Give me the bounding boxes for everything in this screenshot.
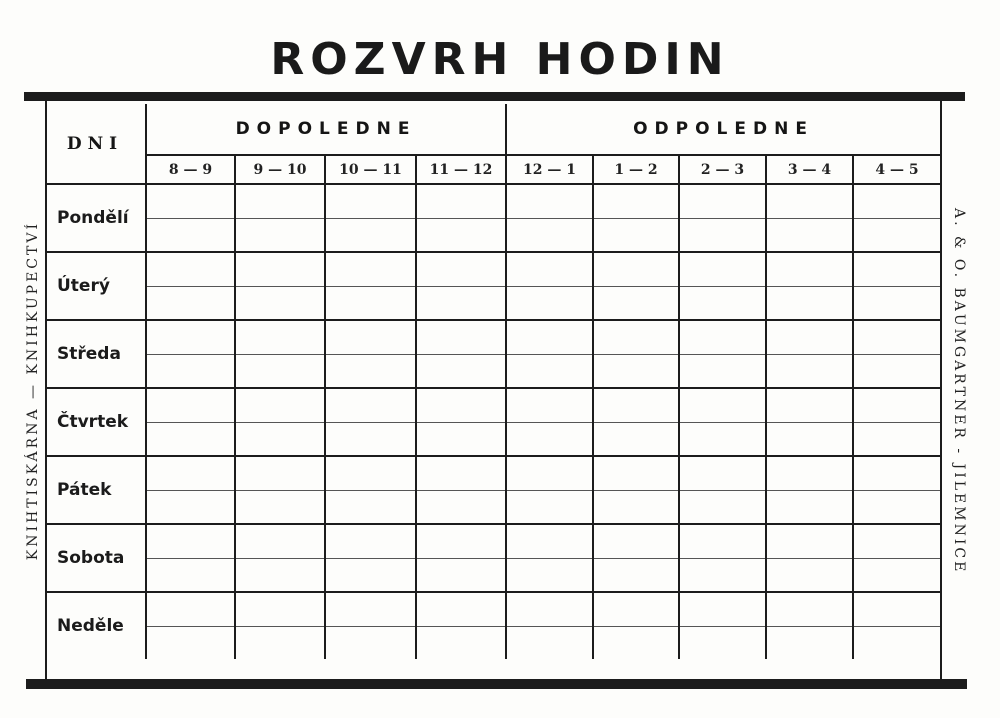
timetable-cell[interactable] [325, 592, 416, 659]
timetable-cell[interactable] [679, 592, 766, 659]
timetable-cell[interactable] [416, 592, 506, 659]
timetable-cell[interactable] [766, 252, 853, 320]
timetable-cell[interactable] [325, 252, 416, 320]
day-row [45, 388, 940, 456]
timetable-cell[interactable] [325, 320, 416, 388]
timetable-cell[interactable] [853, 524, 940, 592]
group-header-row [45, 104, 940, 155]
day-row [45, 524, 940, 592]
timetable-cell[interactable] [853, 320, 940, 388]
day-label: Středa [45, 320, 146, 388]
timetable-cell[interactable] [146, 184, 235, 252]
group-header-odpoledne: ODPOLEDNE [506, 104, 940, 155]
timetable-cell[interactable] [416, 184, 506, 252]
days-header: DNI [45, 104, 146, 184]
timetable-cell[interactable] [766, 388, 853, 456]
day-row [45, 592, 940, 659]
timetable-cell[interactable] [416, 456, 506, 524]
hours-row [45, 155, 940, 184]
timetable-cell[interactable] [593, 524, 679, 592]
side-caption-right-text: A. & O. BAUMGARTNER - JILEMNICE [951, 207, 967, 575]
top-rule [24, 92, 965, 101]
page-title: ROZVRH HODIN [270, 34, 730, 85]
timetable-cell[interactable] [235, 252, 325, 320]
timetable-cell[interactable] [679, 456, 766, 524]
hour-header: 1 — 2 [593, 155, 679, 184]
timetable-cell[interactable] [506, 388, 593, 456]
timetable-cell[interactable] [593, 456, 679, 524]
timetable-cell[interactable] [235, 524, 325, 592]
day-label: Neděle [45, 592, 146, 659]
timetable-cell[interactable] [416, 524, 506, 592]
timetable-cell[interactable] [506, 456, 593, 524]
side-caption-left-text: KNIHTISKÁRNA — KNIHKUPECTVÍ [25, 221, 41, 561]
day-label: Pondělí [45, 184, 146, 252]
timetable-cell[interactable] [853, 456, 940, 524]
timetable-cell[interactable] [679, 252, 766, 320]
timetable-cell[interactable] [325, 184, 416, 252]
timetable-cell[interactable] [325, 456, 416, 524]
timetable-cell[interactable] [235, 456, 325, 524]
timetable-cell[interactable] [593, 320, 679, 388]
day-label: Sobota [45, 524, 146, 592]
timetable-cell[interactable] [679, 320, 766, 388]
hour-header: 10 — 11 [325, 155, 416, 184]
timetable-cell[interactable] [593, 252, 679, 320]
timetable-cell[interactable] [235, 592, 325, 659]
timetable-cell[interactable] [766, 456, 853, 524]
timetable-cell[interactable] [593, 592, 679, 659]
hour-header: 3 — 4 [766, 155, 853, 184]
timetable-cell[interactable] [506, 184, 593, 252]
day-label: Pátek [45, 456, 146, 524]
hour-header: 12 — 1 [506, 155, 593, 184]
timetable-cell[interactable] [235, 184, 325, 252]
timetable-cell[interactable] [325, 388, 416, 456]
day-row [45, 320, 940, 388]
timetable-cell[interactable] [146, 320, 235, 388]
timetable-cell[interactable] [679, 388, 766, 456]
timetable-cell[interactable] [593, 388, 679, 456]
timetable-cell[interactable] [146, 388, 235, 456]
timetable-cell[interactable] [679, 524, 766, 592]
day-label: Čtvrtek [45, 388, 146, 456]
schedule-table [45, 104, 940, 659]
timetable-cell[interactable] [593, 184, 679, 252]
hour-header: 11 — 12 [416, 155, 506, 184]
bottom-rule [26, 679, 967, 689]
timetable-cell[interactable] [853, 388, 940, 456]
timetable-cell[interactable] [853, 184, 940, 252]
group-header-dopoledne: DOPOLEDNE [146, 104, 506, 155]
day-row [45, 456, 940, 524]
timetable-cell[interactable] [853, 252, 940, 320]
timetable-cell[interactable] [235, 320, 325, 388]
side-caption-right [946, 111, 972, 671]
timetable-cell[interactable] [766, 524, 853, 592]
timetable-cell[interactable] [146, 456, 235, 524]
timetable-cell[interactable] [146, 524, 235, 592]
day-row [45, 252, 940, 320]
hour-header: 8 — 9 [146, 155, 235, 184]
hour-header: 4 — 5 [853, 155, 940, 184]
timetable-cell[interactable] [679, 184, 766, 252]
timetable-cell[interactable] [416, 320, 506, 388]
timetable-cell[interactable] [766, 320, 853, 388]
timetable-cell[interactable] [766, 592, 853, 659]
timetable-cell[interactable] [853, 592, 940, 659]
hour-header: 9 — 10 [235, 155, 325, 184]
side-caption-left [20, 111, 46, 671]
timetable-cell[interactable] [416, 252, 506, 320]
timetable-cell[interactable] [146, 252, 235, 320]
right-rule [940, 100, 942, 680]
timetable-cell[interactable] [506, 252, 593, 320]
day-row [45, 184, 940, 252]
timetable-cell[interactable] [506, 592, 593, 659]
timetable-cell[interactable] [325, 524, 416, 592]
timetable-cell[interactable] [416, 388, 506, 456]
hour-header: 2 — 3 [679, 155, 766, 184]
timetable-cell[interactable] [766, 184, 853, 252]
timetable-cell[interactable] [146, 592, 235, 659]
timetable-cell[interactable] [506, 524, 593, 592]
day-label: Úterý [45, 252, 146, 320]
timetable-cell[interactable] [235, 388, 325, 456]
timetable-cell[interactable] [506, 320, 593, 388]
